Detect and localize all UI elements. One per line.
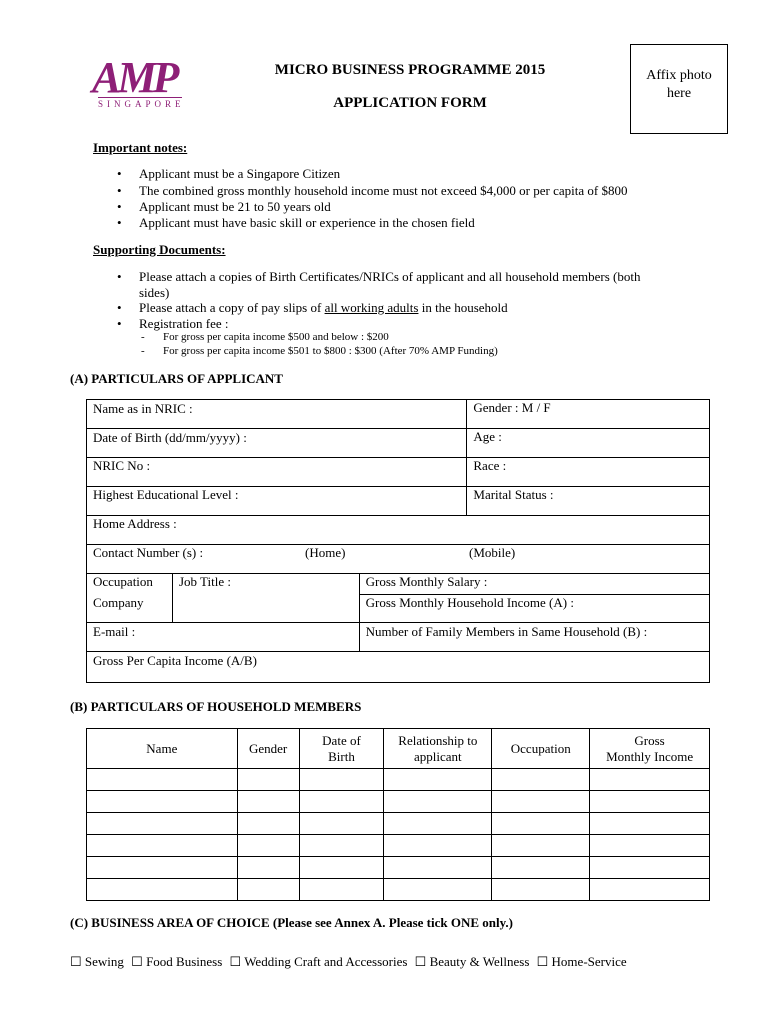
- form-title: MICRO BUSINESS PROGRAMME 2015: [274, 62, 546, 78]
- table-cell[interactable]: [590, 791, 710, 813]
- household-members-table: [86, 728, 710, 901]
- table-cell[interactable]: [299, 879, 384, 901]
- table-cell[interactable]: [299, 835, 384, 857]
- table-cell[interactable]: [237, 769, 299, 791]
- table-cell[interactable]: [237, 835, 299, 857]
- table-cell[interactable]: [384, 835, 492, 857]
- company-label: Company: [87, 595, 173, 623]
- table-cell[interactable]: [299, 857, 384, 879]
- col-relationship: Relationship to applicant: [384, 729, 492, 769]
- table-cell[interactable]: [299, 769, 384, 791]
- amp-logo: AMP: [92, 53, 176, 102]
- family-members-field[interactable]: Number of Family Members in Same Household (B) :: [359, 623, 709, 652]
- table-cell[interactable]: [492, 791, 590, 813]
- table-cell[interactable]: [87, 791, 238, 813]
- table-cell[interactable]: [384, 791, 492, 813]
- table-row: [87, 769, 710, 791]
- name-field[interactable]: Name as in NRIC :: [87, 400, 467, 429]
- table-cell[interactable]: [384, 879, 492, 901]
- nric-field[interactable]: NRIC No :: [87, 458, 467, 487]
- table-cell[interactable]: [87, 879, 238, 901]
- applicant-table: [86, 399, 710, 683]
- mobile-phone-label: (Mobile): [469, 545, 516, 560]
- col-name: Name: [87, 729, 238, 769]
- table-cell[interactable]: [590, 879, 710, 901]
- photo-box-line2: here: [666, 86, 692, 101]
- table-cell[interactable]: [590, 835, 710, 857]
- amp-logo-subtitle: SINGAPORE: [98, 99, 185, 109]
- occupation-label: Occupation: [87, 574, 173, 595]
- table-cell[interactable]: [492, 835, 590, 857]
- section-b-heading: (B) PARTICULARS OF HOUSEHOLD MEMBERS: [70, 699, 362, 714]
- marital-status-field[interactable]: Marital Status :: [467, 487, 710, 516]
- important-notes-heading: Important notes:: [93, 140, 188, 155]
- col-gross-income: Gross Monthly Income: [590, 729, 710, 769]
- table-cell[interactable]: [590, 769, 710, 791]
- form-subtitle: APPLICATION FORM: [333, 95, 487, 111]
- table-row: [87, 813, 710, 835]
- table-cell[interactable]: [237, 857, 299, 879]
- table-cell[interactable]: [384, 857, 492, 879]
- col-gender: Gender: [237, 729, 299, 769]
- table-cell[interactable]: [384, 769, 492, 791]
- photo-box-line1: Affix photo: [646, 68, 712, 83]
- table-cell[interactable]: [492, 813, 590, 835]
- email-field[interactable]: E-mail :: [87, 623, 360, 652]
- table-row: [87, 835, 710, 857]
- race-field[interactable]: Race :: [467, 458, 710, 487]
- home-phone-label: (Home): [305, 545, 346, 560]
- contact-number-field[interactable]: [87, 545, 710, 574]
- option-sewing[interactable]: ☐ Sewing: [70, 954, 124, 969]
- per-capita-income-field[interactable]: Gross Per Capita Income (A/B): [87, 652, 710, 683]
- option-home-service[interactable]: ☐ Home-Service: [536, 954, 627, 969]
- contact-number-label: Contact Number (s) :: [93, 545, 204, 560]
- table-row: [87, 879, 710, 901]
- education-field[interactable]: Highest Educational Level :: [87, 487, 467, 516]
- business-area-options: [70, 954, 631, 970]
- section-c-heading: (C) BUSINESS AREA OF CHOICE (Please see Annex A. Please tick ONE only.): [70, 915, 513, 930]
- gender-field[interactable]: Gender : M / F: [467, 400, 710, 429]
- option-wedding-craft[interactable]: ☐ Wedding Craft and Accessories: [229, 954, 408, 969]
- household-income-field[interactable]: Gross Monthly Household Income (A) :: [359, 595, 709, 623]
- col-dob: Date of Birth: [299, 729, 384, 769]
- table-cell[interactable]: [87, 769, 238, 791]
- table-row: [87, 791, 710, 813]
- supporting-docs-heading: Supporting Documents:: [93, 242, 226, 257]
- table-row: [87, 857, 710, 879]
- col-occupation: Occupation: [492, 729, 590, 769]
- age-field[interactable]: Age :: [467, 429, 710, 458]
- table-cell[interactable]: [237, 879, 299, 901]
- home-address-field[interactable]: Home Address :: [87, 516, 710, 545]
- gross-salary-field[interactable]: Gross Monthly Salary :: [359, 574, 709, 595]
- option-food-business[interactable]: ☐ Food Business: [131, 954, 223, 969]
- table-cell[interactable]: [384, 813, 492, 835]
- table-cell[interactable]: [492, 879, 590, 901]
- table-cell[interactable]: [87, 857, 238, 879]
- table-cell[interactable]: [590, 857, 710, 879]
- section-a-heading: (A) PARTICULARS OF APPLICANT: [70, 371, 283, 386]
- option-beauty-wellness[interactable]: ☐ Beauty & Wellness: [414, 954, 530, 969]
- table-cell[interactable]: [87, 813, 238, 835]
- job-title-field[interactable]: Job Title :: [172, 574, 359, 623]
- table-cell[interactable]: [299, 813, 384, 835]
- table-cell[interactable]: [299, 791, 384, 813]
- table-cell[interactable]: [492, 769, 590, 791]
- photo-box: [630, 44, 728, 134]
- table-cell[interactable]: [237, 813, 299, 835]
- table-cell[interactable]: [237, 791, 299, 813]
- table-cell[interactable]: [87, 835, 238, 857]
- table-cell[interactable]: [590, 813, 710, 835]
- table-cell[interactable]: [492, 857, 590, 879]
- dob-field[interactable]: Date of Birth (dd/mm/yyyy) :: [87, 429, 467, 458]
